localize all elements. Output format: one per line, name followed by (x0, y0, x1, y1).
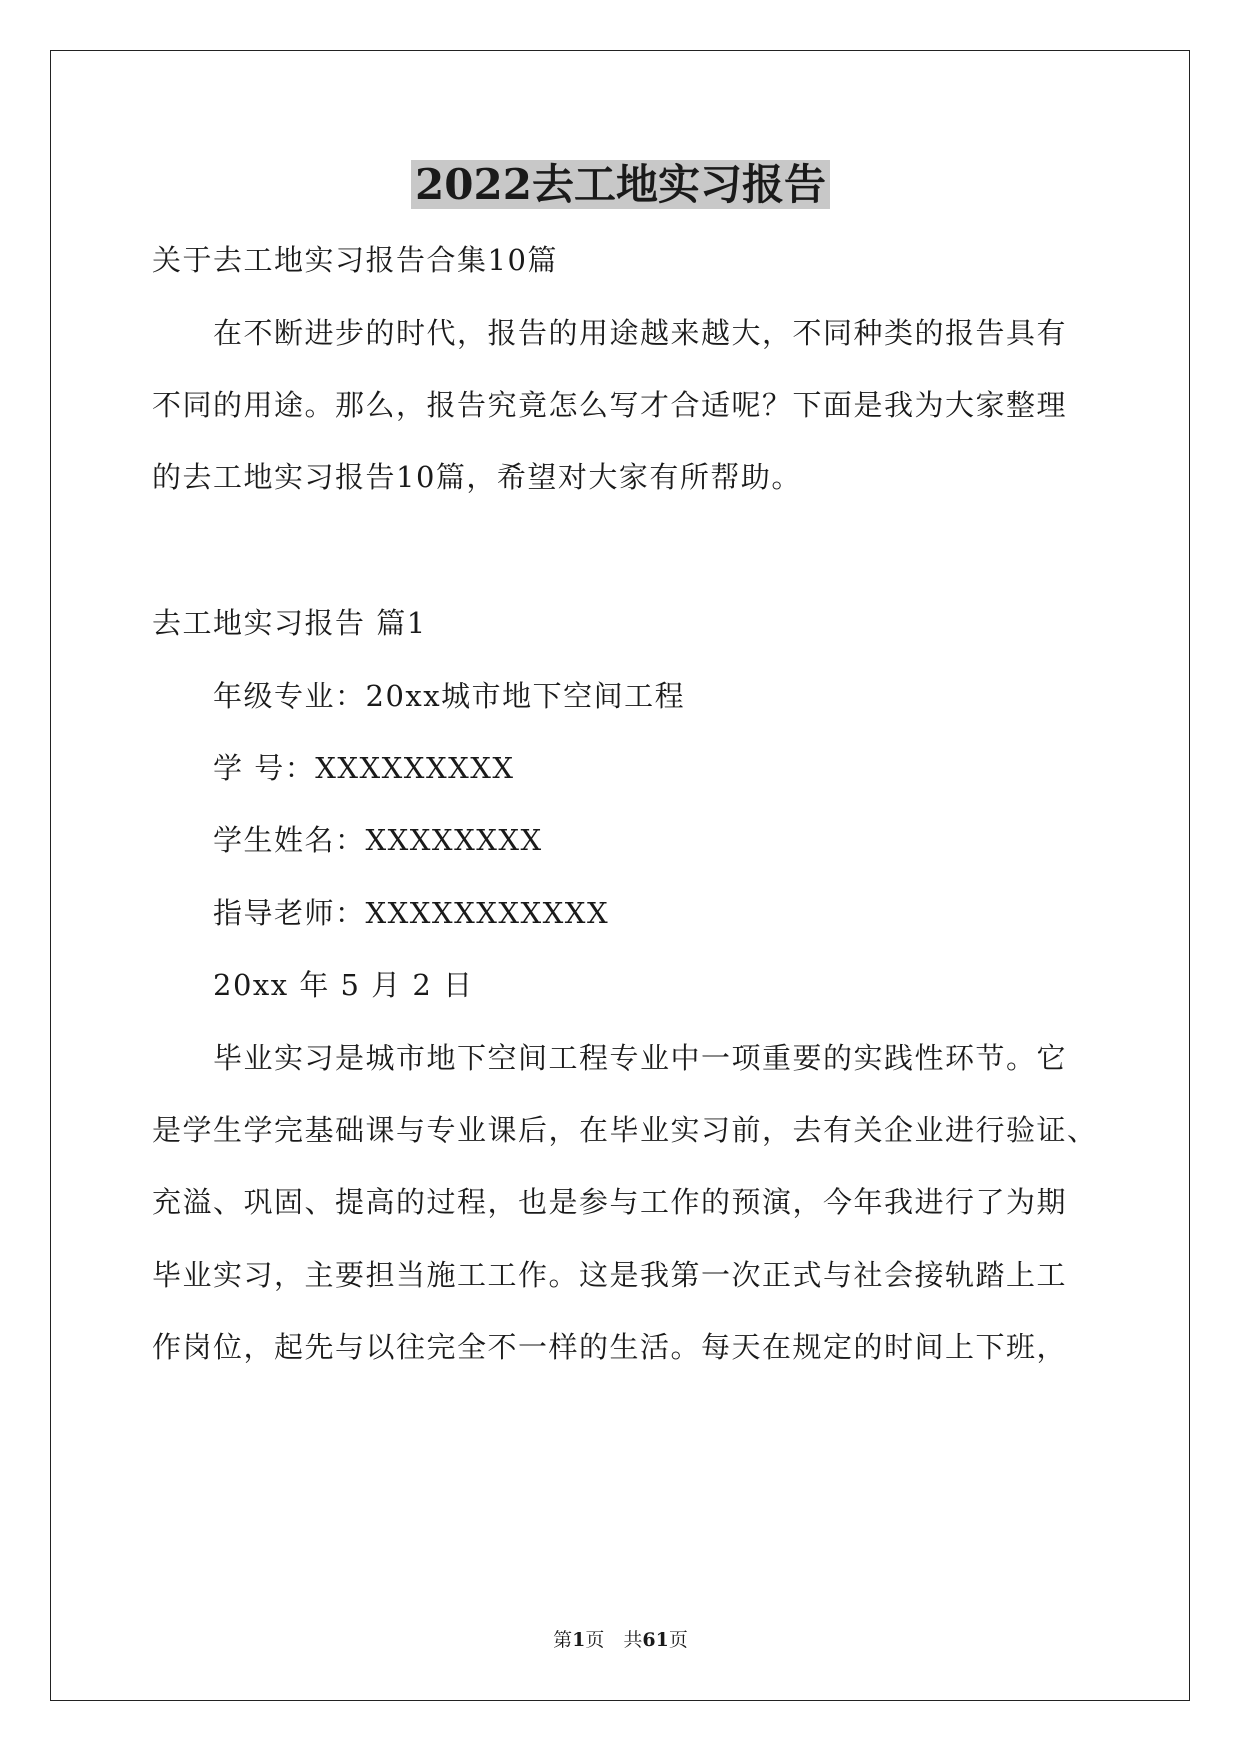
document-title-text: 2022去工地实习报告 (411, 160, 830, 209)
page-footer (0, 1628, 1241, 1652)
info-date: 20xx 年 5 月 2 日 (213, 968, 474, 1002)
footer-suffix: 页 (668, 1629, 688, 1651)
footer-mid: 页 共 (585, 1629, 643, 1651)
info-grade: 年级专业：20xx城市地下空间工程 (213, 679, 686, 713)
intro-line-2: 不同的用途。那么，报告究竟怎么写才合适呢？下面是我为大家整理 (152, 388, 1068, 422)
subtitle: 关于去工地实习报告合集10篇 (152, 243, 558, 277)
info-student-id: 学 号：XXXXXXXXX (213, 751, 515, 785)
page-border (50, 50, 1190, 1701)
body-line-1: 毕业实习是城市地下空间工程专业中一项重要的实践性环节。它 (213, 1041, 1068, 1075)
body-line-4: 毕业实习，主要担当施工工作。这是我第一次正式与社会接轨踏上工 (152, 1258, 1068, 1292)
intro-line-1: 在不断进步的时代，报告的用途越来越大，不同种类的报告具有 (213, 316, 1068, 350)
document-title (0, 152, 1241, 218)
footer-page-total: 61 (642, 1629, 669, 1651)
body-line-3: 充溢、巩固、提高的过程，也是参与工作的预演，今年我进行了为期 (152, 1185, 1068, 1219)
info-advisor: 指导老师：XXXXXXXXXXX (213, 896, 610, 930)
section-heading: 去工地实习报告 篇1 (152, 606, 427, 640)
footer-page-number: 1 (572, 1629, 586, 1651)
body-line-2: 是学生学完基础课与专业课后，在毕业实习前，去有关企业进行验证、 (152, 1113, 1098, 1147)
info-name: 学生姓名：XXXXXXXX (213, 823, 543, 857)
footer-prefix: 第 (553, 1629, 573, 1651)
body-line-5: 作岗位，起先与以往完全不一样的生活。每天在规定的时间上下班， (152, 1330, 1068, 1364)
intro-line-3: 的去工地实习报告10篇，希望对大家有所帮助。 (152, 460, 802, 494)
